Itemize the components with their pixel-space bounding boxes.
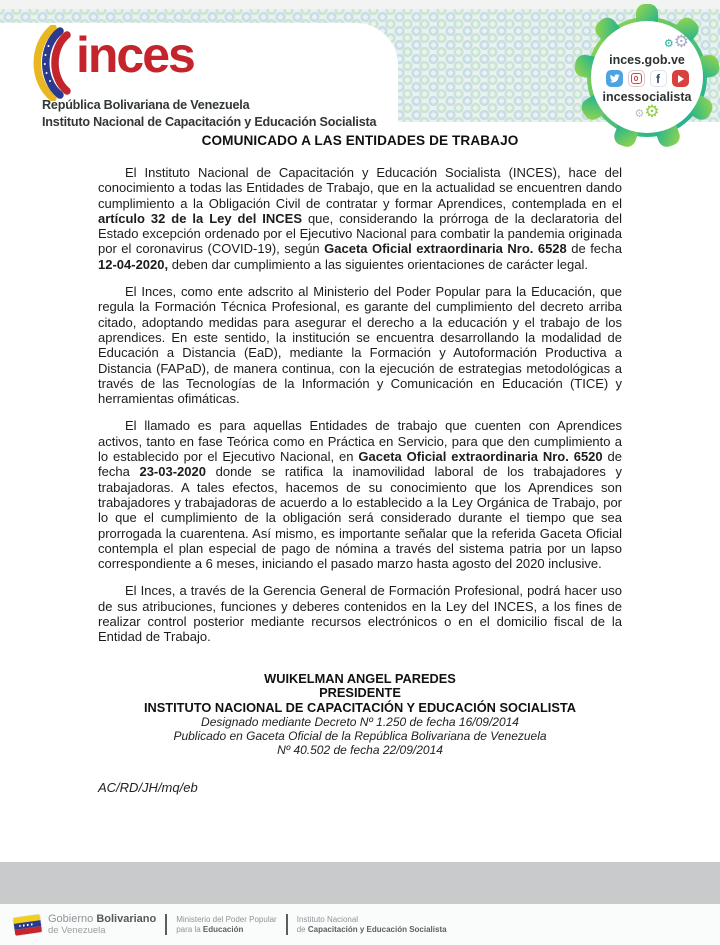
signature-note-1: Designado mediante Decreto Nº 1.250 de fecha 16/09/2014 bbox=[201, 715, 519, 730]
inces-logo bbox=[28, 25, 194, 101]
signer-name: WUIKELMAN ANGEL PAREDES bbox=[264, 670, 456, 686]
signature-block bbox=[98, 672, 622, 758]
document-body bbox=[98, 133, 622, 795]
ministry-text bbox=[176, 915, 277, 934]
decorative-gears-top bbox=[664, 34, 689, 52]
paragraph: El Inces, a través de la Gerencia General de Formación Profesional, podrá hacer uso de sus atribuciones, funciones y deberes contenidos en la Ley del INCES, a los fines de realizar control posterior mediante recursos electrónicos o en el domicilio fiscal de la Entidad de Trabajo. bbox=[98, 583, 622, 645]
gov-line-1: Gobierno Bolivariano bbox=[48, 912, 157, 925]
gear-small-green-icon: ⚙ bbox=[644, 102, 660, 122]
org-name-lines bbox=[42, 97, 376, 130]
signer-role: PRESIDENTE bbox=[319, 685, 401, 701]
org-line-institute: Instituto Nacional de Capacitación y Educación Socialista bbox=[42, 114, 377, 129]
footer-divider-1 bbox=[165, 914, 167, 935]
gear-small-gray2-icon: ⚙ bbox=[634, 107, 645, 120]
website-label: inces.gob.ve bbox=[609, 53, 685, 67]
logo-wordmark: inces bbox=[76, 27, 194, 83]
paragraphs bbox=[98, 165, 622, 645]
ministry-line-1: Ministerio del Poder Popular bbox=[176, 915, 277, 924]
institute-line-2: de Capacitación y Educación Socialista bbox=[296, 924, 447, 934]
social-gear-badge bbox=[574, 4, 720, 150]
facebook-icon bbox=[650, 70, 667, 87]
venezuela-flag-icon bbox=[13, 914, 42, 936]
instagram-icon bbox=[628, 70, 645, 87]
footer-logo-strip bbox=[0, 904, 720, 945]
document-title: COMUNICADO A LAS ENTIDADES DE TRABAJO bbox=[201, 133, 519, 148]
reference-code: AC/RD/JH/mq/eb bbox=[98, 780, 198, 796]
government-text bbox=[48, 914, 156, 936]
signature-note-2: Publicado en Gaceta Oficial de la República Bolivariana de Venezuela bbox=[173, 729, 547, 744]
flag-arc-icon bbox=[28, 25, 74, 101]
government-logo bbox=[14, 914, 156, 936]
gear-small-teal-icon: ⚙ bbox=[663, 37, 674, 50]
social-handle-label: incessocialista bbox=[602, 90, 692, 104]
ministry-line-2: para la Educación bbox=[176, 924, 244, 934]
social-icons-row bbox=[606, 70, 689, 87]
signature-note-3: Nº 40.502 de fecha 22/09/2014 bbox=[277, 743, 443, 758]
paragraph: El Instituto Nacional de Capacitación y Educación Socialista (INCES), hace del conocimiento a todas las Entidades de Trabajo, que en la actualidad se encuentren dando cumplimiento a la Obligación Civil de contratar y formar Aprendices, contemplada en el artículo 32 de la Ley del INCES que, considerando la prórroga de la declaratoria del Estado excepción ordenado por el Ejecutivo Nacional para combatir la pandemia originada por el coronavirus (COVID-19), según Gaceta Oficial extraordinaria Nro. 6528 de fecha 12-04-2020, deben dar cumplimiento a las siguientes orientaciones de carácter legal. bbox=[98, 165, 622, 272]
footer-gray-bar bbox=[0, 862, 720, 904]
youtube-icon bbox=[672, 70, 689, 87]
decorative-gears-bottom bbox=[634, 104, 659, 122]
paragraph: El llamado es para aquellas Entidades de trabajo que cuenten con Aprendices activos, tanto en fase Teórica como en Práctica en Servicio, para que den cumplimiento a lo establecido por el Ejecutivo Nacional, en Gaceta Oficial extraordinaria Nro. 6520 de fecha 23-03-2020 donde se ratifica la inamovilidad laboral de los trabajadores y trabajadoras. A tales efectos, hacemos de su conocimiento que los Aprendices son trabajadores y trabajadoras de acuerdo a lo establecido a la Ley Orgánica de Trabajo, por lo que el cumplimiento de la obligación será considerado durante el tiempo que sea prorrogada la cuarentena. Así mismo, es importante señalar que la referida Gaceta Oficial contempla el plan especial de pago de nómina a través del sistema patria por un lapso correspondiente a 6 meses, iniciando el pasado marzo hasta agosto del 2020 inclusive. bbox=[98, 418, 623, 572]
paragraph: El Inces, como ente adscrito al Ministerio del Poder Popular para la Educación, que regula la Formación Técnica Profesional, es garante del cumplimiento del decreto arriba citado, adoptando medidas para asegurar el derecho a la educación y el trabajo de los aprendices. En este sentido, la institución se encuentra desarrollando la modalidad de Educación a Distancia (EaD), mediante la Formación y Autoformación Productiva a Distancia (FAPaD), de manera continua, con la ejecución de estrategias metodológicas a través de las Tecnologías de la Información y Comunicación en Educación (TICE) y herramientas ofimáticas. bbox=[98, 284, 622, 407]
gov-line-2: de Venezuela bbox=[48, 924, 106, 936]
facebook-letter: f bbox=[656, 71, 660, 86]
footer-divider-2 bbox=[286, 914, 288, 935]
gear-small-gray-icon: ⚙ bbox=[673, 32, 689, 52]
twitter-icon bbox=[606, 70, 623, 87]
signer-organization: INSTITUTO NACIONAL DE CAPACITACIÓN Y EDUCACIÓN SOCIALISTA bbox=[143, 699, 577, 715]
institute-line-1: Instituto Nacional bbox=[296, 915, 359, 924]
badge-inner-circle bbox=[591, 21, 703, 133]
institute-text bbox=[297, 915, 447, 934]
org-line-country: República Bolivariana de Venezuela bbox=[42, 98, 250, 112]
